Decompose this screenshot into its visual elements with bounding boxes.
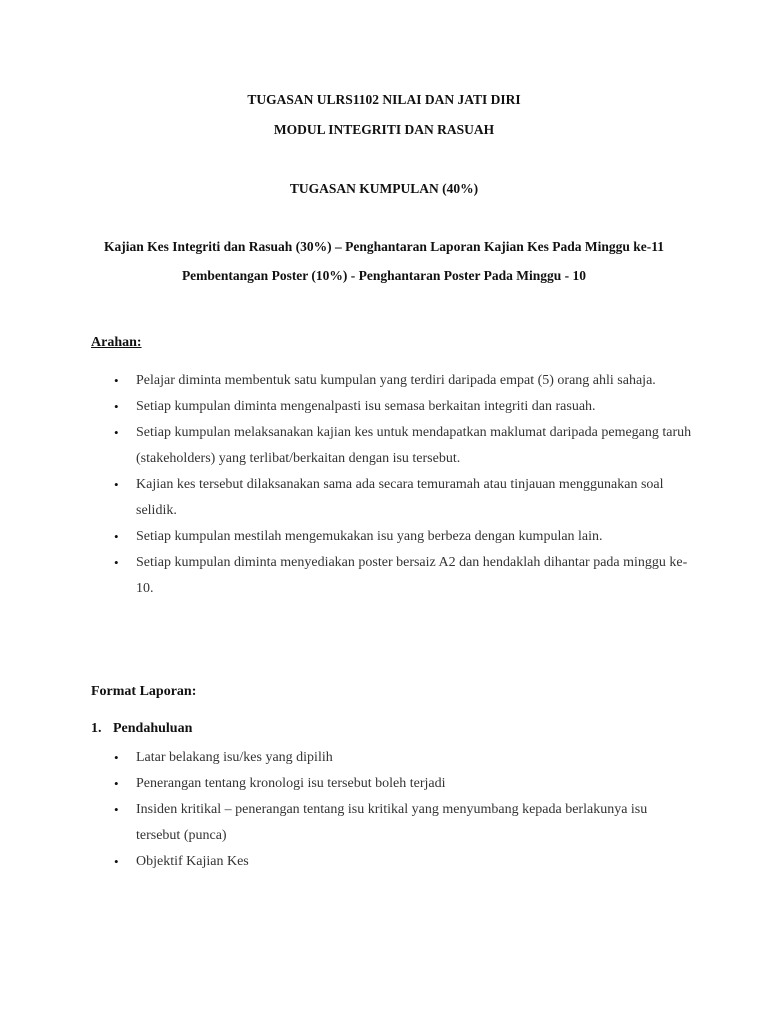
list-item-text: Penerangan tentang kronologi isu tersebut boleh terjadi <box>136 776 446 791</box>
format-heading: Format Laporan: <box>91 684 197 699</box>
title-module: MODUL INTEGRITI DAN RASUAH <box>273 122 495 137</box>
bullet-icon: • <box>114 802 119 817</box>
list-item-text: Insiden kritikal – penerangan tentang isu kritikal yang menyumbang kepada berlakunya isu tersebut (punca) <box>136 802 648 843</box>
bullet-icon: • <box>114 399 119 414</box>
section-title: Pendahuluan <box>113 721 193 736</box>
bullet-icon: • <box>114 750 119 765</box>
list-item <box>112 368 692 394</box>
bullet-icon: • <box>114 477 119 492</box>
title-poster: Pembentangan Poster (10%) - Penghantaran Poster Pada Minggu - 10 <box>181 268 587 283</box>
section-number: 1. <box>91 721 102 736</box>
list-item-text: Kajian kes tersebut dilaksanakan sama ada secara temuramah atau tinjauan menggunakan soal selidik. <box>136 477 664 518</box>
arahan-heading: Arahan: <box>91 335 142 350</box>
list-item <box>112 849 692 875</box>
bullet-icon: • <box>114 425 119 440</box>
bullet-icon: • <box>114 776 119 791</box>
list-item <box>112 550 692 602</box>
title-case-study: Kajian Kes Integriti dan Rasuah (30%) – Penghantaran Laporan Kajian Kes Pada Minggu ke-11 <box>104 239 664 254</box>
bullet-icon: • <box>114 373 119 388</box>
arahan-list <box>112 368 692 602</box>
section-heading-pendahuluan <box>91 721 192 737</box>
list-item <box>112 524 692 550</box>
title-course: TUGASAN ULRS1102 NILAI DAN JATI DIRI <box>247 92 521 107</box>
list-item-text: Objektif Kajian Kes <box>136 854 249 869</box>
list-item <box>112 745 692 771</box>
list-item <box>112 472 692 524</box>
list-item-text: Pelajar diminta membentuk satu kumpulan yang terdiri daripada empat (5) orang ahli sahaja. <box>136 373 656 388</box>
list-item <box>112 420 692 472</box>
list-item-text: Setiap kumpulan diminta menyediakan poster bersaiz A2 dan hendaklah dihantar pada minggu ke-10. <box>136 555 688 596</box>
bullet-icon: • <box>114 854 119 869</box>
list-item-text: Setiap kumpulan melaksanakan kajian kes untuk mendapatkan maklumat daripada pemegang taruh (stakeholders) yang terlibat/berkaitan dengan isu tersebut. <box>136 425 692 466</box>
list-item <box>112 394 692 420</box>
list-item-text: Latar belakang isu/kes yang dipilih <box>136 750 333 765</box>
title-group-task: TUGASAN KUMPULAN (40%) <box>289 181 479 196</box>
pendahuluan-list <box>112 745 692 875</box>
list-item <box>112 771 692 797</box>
bullet-icon: • <box>114 555 119 570</box>
list-item <box>112 797 692 849</box>
list-item-text: Setiap kumpulan mestilah mengemukakan isu yang berbeza dengan kumpulan lain. <box>136 529 603 544</box>
bullet-icon: • <box>114 529 119 544</box>
list-item-text: Setiap kumpulan diminta mengenalpasti isu semasa berkaitan integriti dan rasuah. <box>136 399 596 414</box>
